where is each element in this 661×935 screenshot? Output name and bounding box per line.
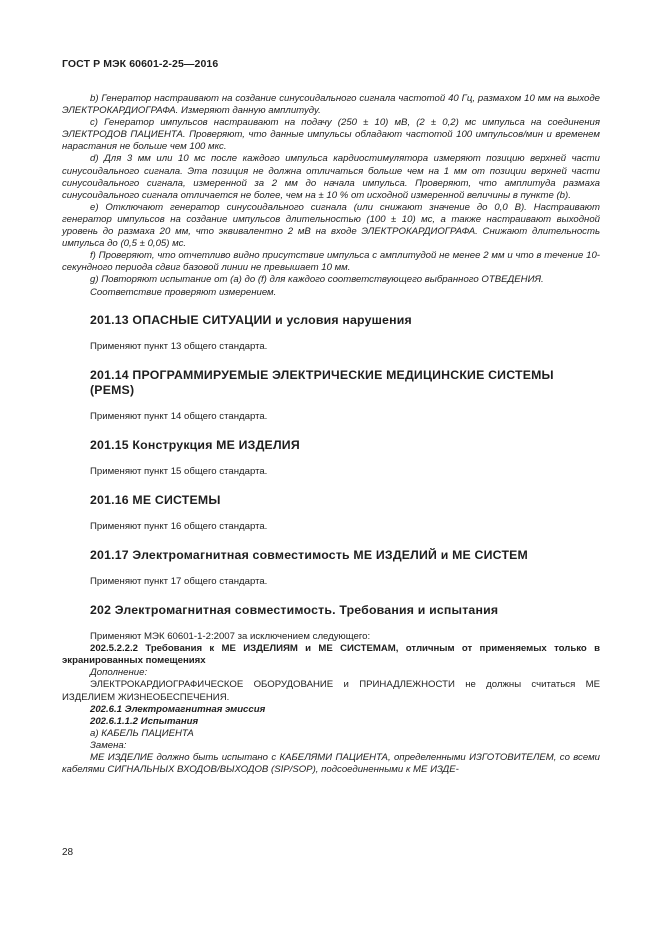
clause-202-6-1: 202.6.1 Электромагнитная эмиссия — [90, 703, 266, 715]
item-a-patient-cable: a) КАБЕЛЬ ПАЦИЕНТА — [90, 727, 194, 739]
page-number: 28 — [62, 847, 74, 858]
section-heading-201-16: 201.16 МЕ СИСТЕМЫ — [90, 492, 221, 507]
section-heading-201-14: 201.14 ПРОГРАММИРУЕМЫЕ ЭЛЕКТРИЧЕСКИЕ МЕДИЦИНСКИЕ СИСТЕМЫ (PEMS) — [90, 367, 554, 397]
addition-text: ЭЛЕКТРОКАРДИОГРАФИЧЕСКОЕ ОБОРУДОВАНИЕ и ПРИНАДЛЕЖНОСТИ не должны считаться МЕ ИЗДЕЛИЕМ ЖИЗНЕОБЕСПЕЧЕНИЯ. — [62, 679, 600, 703]
section-202-intro: Применяют МЭК 60601-1-2:2007 за исключением следующего: — [90, 631, 371, 643]
section-text-201-16: Применяют пункт 16 общего стандарта. — [90, 520, 268, 532]
paragraph-g: g) Повторяют испытание от (a) до (f) для каждого соответствующего выбранного ОТВЕДЕНИЯ. — [90, 274, 544, 286]
section-heading-201-17: 201.17 Электромагнитная совместимость МЕ ИЗДЕЛИЙ и МЕ СИСТЕМ — [90, 547, 528, 562]
paragraph-d: d) Для 3 мм или 10 мс после каждого импульса кардиостимулятора измеряют позицию верхней части синусоидального сигнала. Эта позиция не должна отличаться больше чем на 1 мм от позиции верхней части синусоидального сигнала, измеренной за 2 мм до начала импульса. Проверяют, что амплитуда размаха синусоидального сигнала отличается не более, чем на ± 10 % от исходной измеренной величины в пункте (b). — [62, 153, 600, 201]
paragraph-e: e) Отключают генератор синусоидального сигнала (или снижают значение до 0,0 В). Настраивают генератор импульсов на создание импульсов длительностью (100 ± 10) мс, а также настраивают выходной уровень до размаха 20 мм, что эквивалентно 2 мВ на входе ЭЛЕКТРОКАРДИОГРАФА. Снижают длительность импульса до (0,5 ± 0,05) мс. — [62, 201, 600, 250]
replace-label: Замена: — [90, 739, 127, 751]
section-text-201-13: Применяют пункт 13 общего стандарта. — [90, 340, 268, 352]
clause-202-6-1-1-2: 202.6.1.1.2 Испытания — [90, 715, 199, 727]
paragraph-c: c) Генератор импульсов настраивают на подачу (250 ± 10) мВ, (2 ± 0,2) мс импульса на соединения ЭЛЕКТРОДОВ ПАЦИЕНТА. Проверяют, что данные импульсы обладают частотой 100 импульсов/мин и временем нарастания не больше чем 100 мкс. — [62, 117, 600, 153]
clause-202-5-2-2-2: 202.5.2.2.2 Требования к МЕ ИЗДЕЛИЯМ и МЕ СИСТЕМАМ, отличным от применяемых только в экранированных помещениях — [62, 643, 600, 667]
addition-label: Дополнение: — [90, 667, 148, 679]
document-header: ГОСТ Р МЭК 60601-2-25—2016 — [62, 58, 219, 70]
section-text-201-17: Применяют пункт 17 общего стандарта. — [90, 575, 268, 587]
replace-text: МЕ ИЗДЕЛИЕ должно быть испытано с КАБЕЛЯМИ ПАЦИЕНТА, определенными ИЗГОТОВИТЕЛЕМ, со всеми кабелями СИГНАЛЬНЫХ ВХОДОВ/ВЫХОДОВ (SIP/SOP), подсоединенными к МЕ ИЗДЕ- — [62, 752, 600, 776]
section-text-201-15: Применяют пункт 15 общего стандарта. — [90, 465, 268, 477]
compliance-note: Соответствие проверяют измерением. — [90, 286, 277, 298]
section-heading-201-13: 201.13 ОПАСНЫЕ СИТУАЦИИ и условия нарушения — [90, 312, 412, 327]
paragraph-f: f) Проверяют, что отчетливо видно присутствие импульса с амплитудой не менее 2 мм и что в течение 10-секундного периода сдвиг базовой линии не превышает 10 мм. — [62, 250, 600, 274]
section-heading-202: 202 Электромагнитная совместимость. Требования и испытания — [90, 603, 499, 618]
section-heading-201-15: 201.15 Конструкция МЕ ИЗДЕЛИЯ — [90, 437, 300, 452]
section-text-201-14: Применяют пункт 14 общего стандарта. — [90, 410, 268, 422]
paragraph-b: b) Генератор настраивают на создание синусоидального сигнала частотой 40 Гц, размахом 10 мм на выходе ЭЛЕКТРОКАРДИОГРАФА. Измеряют данную амплитуду. — [62, 93, 600, 117]
document-body — [62, 93, 600, 776]
